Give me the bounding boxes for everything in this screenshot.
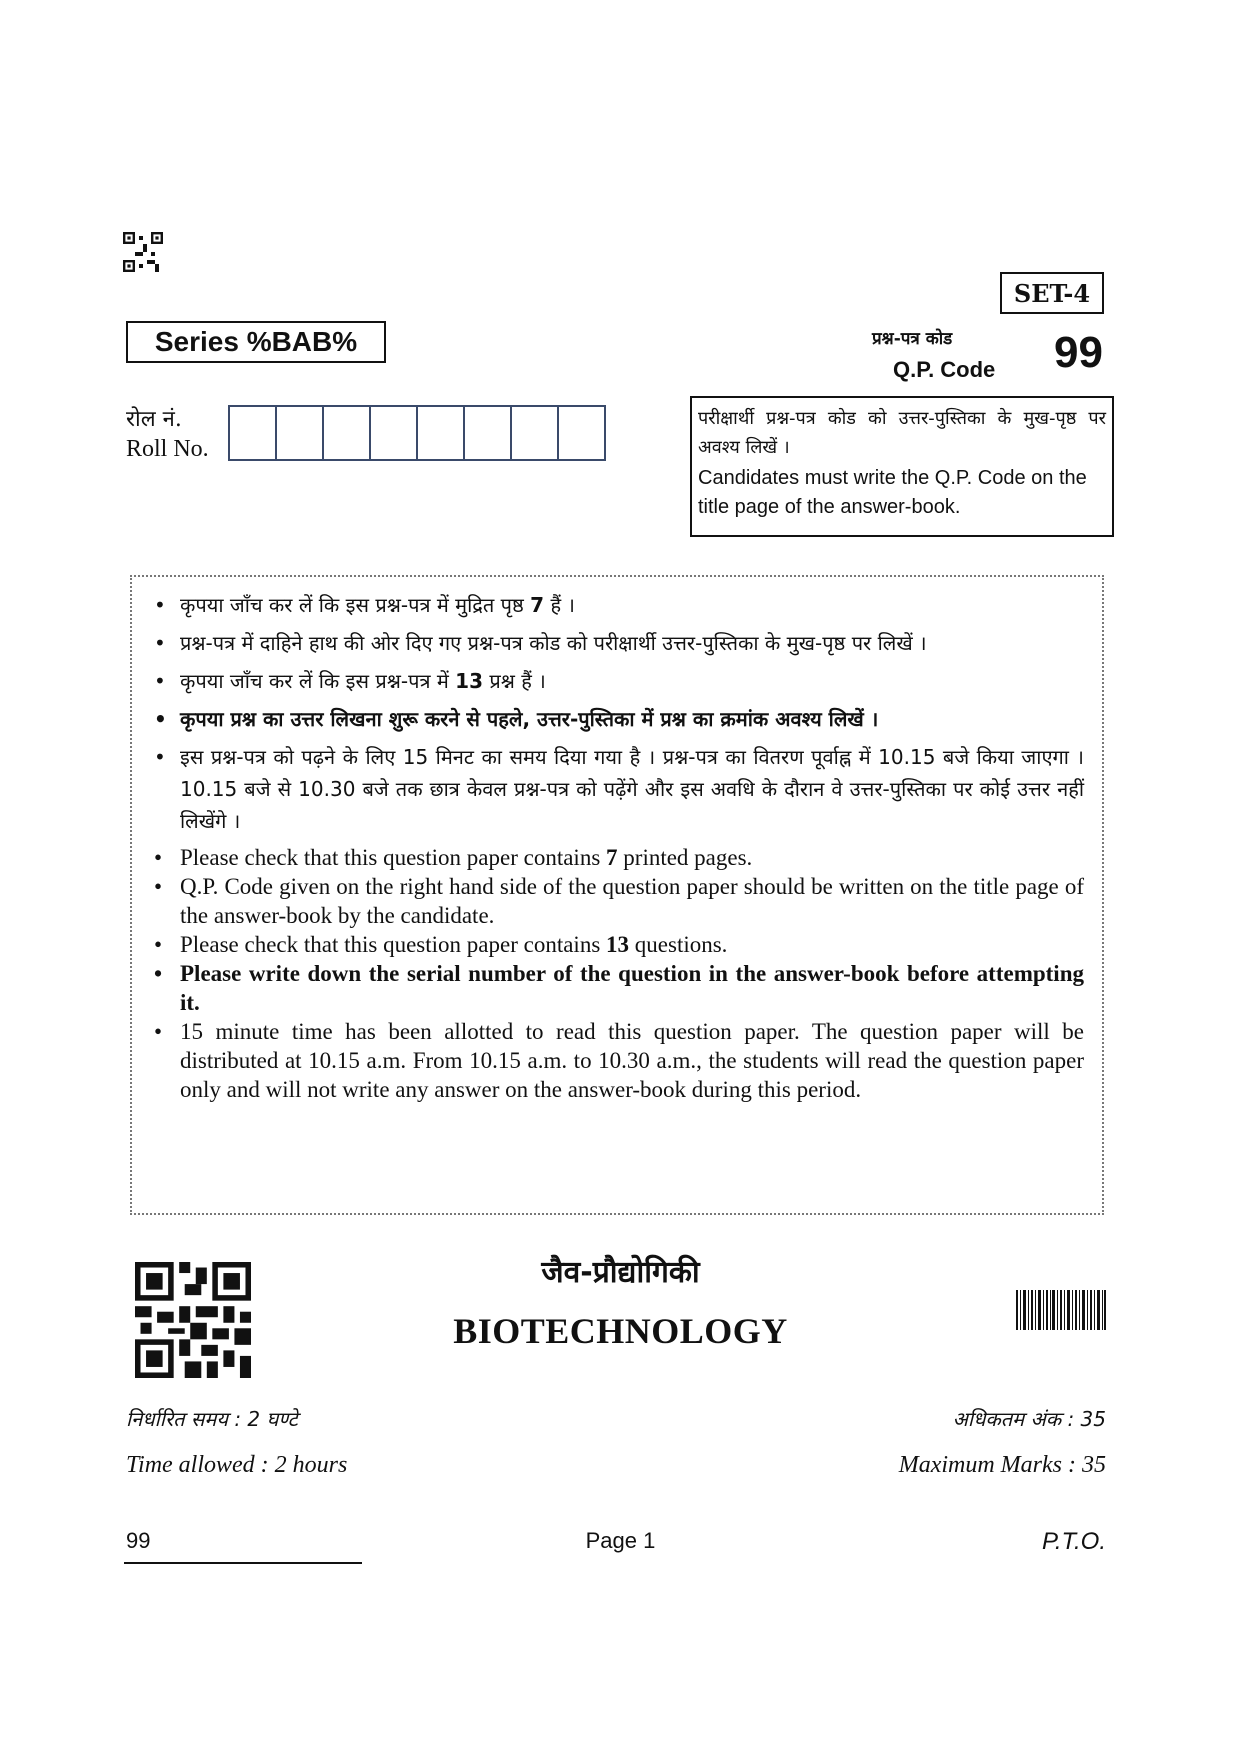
instructions-box xyxy=(130,575,1104,1215)
series-label: Series %BAB% xyxy=(126,321,386,363)
footer-divider xyxy=(124,1562,362,1564)
roll-no-label: Roll No. xyxy=(126,436,209,462)
instruction-hindi: • इस प्रश्न-पत्र को पढ़ने के लिए 15 मिनट का समय दिया गया है । प्रश्न-पत्र का वितरण पूर्वाह्न में 10.15 बजे किया जाएगा । 10.15 बजे से 10.30 बजे तक छात्र केवल प्रश्न-पत्र को पढ़ेंगे और इस अवधि के दौरान वे उत्तर-पुस्तिका पर कोई उत्तर नहीं लिखेंगे । xyxy=(150,741,1084,837)
qp-code-note-hindi: परीक्षार्थी प्रश्न-पत्र कोड को उत्तर-पुस्तिका के मुख-पृष्ठ पर अवश्य लिखें । xyxy=(698,408,1106,458)
footer-qp-code: 99 xyxy=(126,1528,151,1553)
roll-no-boxes xyxy=(230,405,606,461)
subject-title: BIOTECHNOLOGY xyxy=(453,1311,788,1351)
qp-code-note-english: Candidates must write the Q.P. Code on the title page of the answer-book. xyxy=(698,467,1087,518)
barcode-icon xyxy=(1016,1290,1106,1330)
subject-title-hindi: जैव-प्रौद्योगिकी xyxy=(541,1255,700,1290)
roll-no-digit-box[interactable] xyxy=(510,405,559,461)
set-label: SET-4 xyxy=(1000,272,1104,314)
instruction-english: • Please check that this question paper contains 13 questions. xyxy=(150,930,1084,959)
roll-no-digit-box[interactable] xyxy=(557,405,606,461)
instruction-hindi: • कृपया प्रश्न का उत्तर लिखना शुरू करने से पहले, उत्तर-पुस्तिका में प्रश्न का क्रमांक अवश्य लिखें । xyxy=(150,703,1084,735)
time-allowed-hindi: निर्धारित समय : 2 घण्टे xyxy=(126,1407,298,1431)
qp-code-number: 99 xyxy=(1054,328,1103,377)
instruction-english: • Please write down the serial number of the question in the answer-book before attempting it. xyxy=(150,959,1084,1017)
maximum-marks-hindi: अधिकतम अंक : 35 xyxy=(952,1407,1106,1431)
roll-no-digit-box[interactable] xyxy=(369,405,418,461)
instruction-hindi: • कृपया जाँच कर लें कि इस प्रश्न-पत्र में 13 प्रश्न हैं । xyxy=(150,665,1084,697)
qp-code-note-box xyxy=(690,396,1114,537)
qp-code-label: Q.P. Code xyxy=(893,357,996,382)
page-number: Page 1 xyxy=(585,1528,656,1553)
instruction-hindi: • कृपया जाँच कर लें कि इस प्रश्न-पत्र में मुद्रित पृष्ठ 7 हैं । xyxy=(150,589,1084,621)
roll-no-digit-box[interactable] xyxy=(228,405,277,461)
instruction-english: • 15 minute time has been allotted to read this question paper. The question paper will be distributed at 10.15 a.m. From 10.15 a.m. to 10.30 a.m., the students will read the question paper only and will not write any answer on the answer-book during this period. xyxy=(150,1017,1084,1104)
time-allowed: Time allowed : 2 hours xyxy=(126,1452,348,1478)
pto-label: P.T.O. xyxy=(1041,1528,1106,1555)
roll-no-digit-box[interactable] xyxy=(416,405,465,461)
instruction-english: • Please check that this question paper contains 7 printed pages. xyxy=(150,843,1084,872)
roll-no-digit-box[interactable] xyxy=(463,405,512,461)
roll-no-hindi-label: रोल नं. xyxy=(126,407,182,432)
qp-code-hindi-label: प्रश्न-पत्र कोड xyxy=(872,329,953,349)
roll-no-digit-box[interactable] xyxy=(322,405,371,461)
roll-no-digit-box[interactable] xyxy=(275,405,324,461)
maximum-marks: Maximum Marks : 35 xyxy=(898,1452,1106,1478)
instruction-english: • Q.P. Code given on the right hand side of the question paper should be written on the title page of the answer-book by the candidate. xyxy=(150,872,1084,930)
instruction-hindi: • प्रश्न-पत्र में दाहिने हाथ की ओर दिए गए प्रश्न-पत्र कोड को परीक्षार्थी उत्तर-पुस्तिका के मुख-पृष्ठ पर लिखें । xyxy=(150,627,1084,659)
qr-code-icon xyxy=(123,232,163,272)
